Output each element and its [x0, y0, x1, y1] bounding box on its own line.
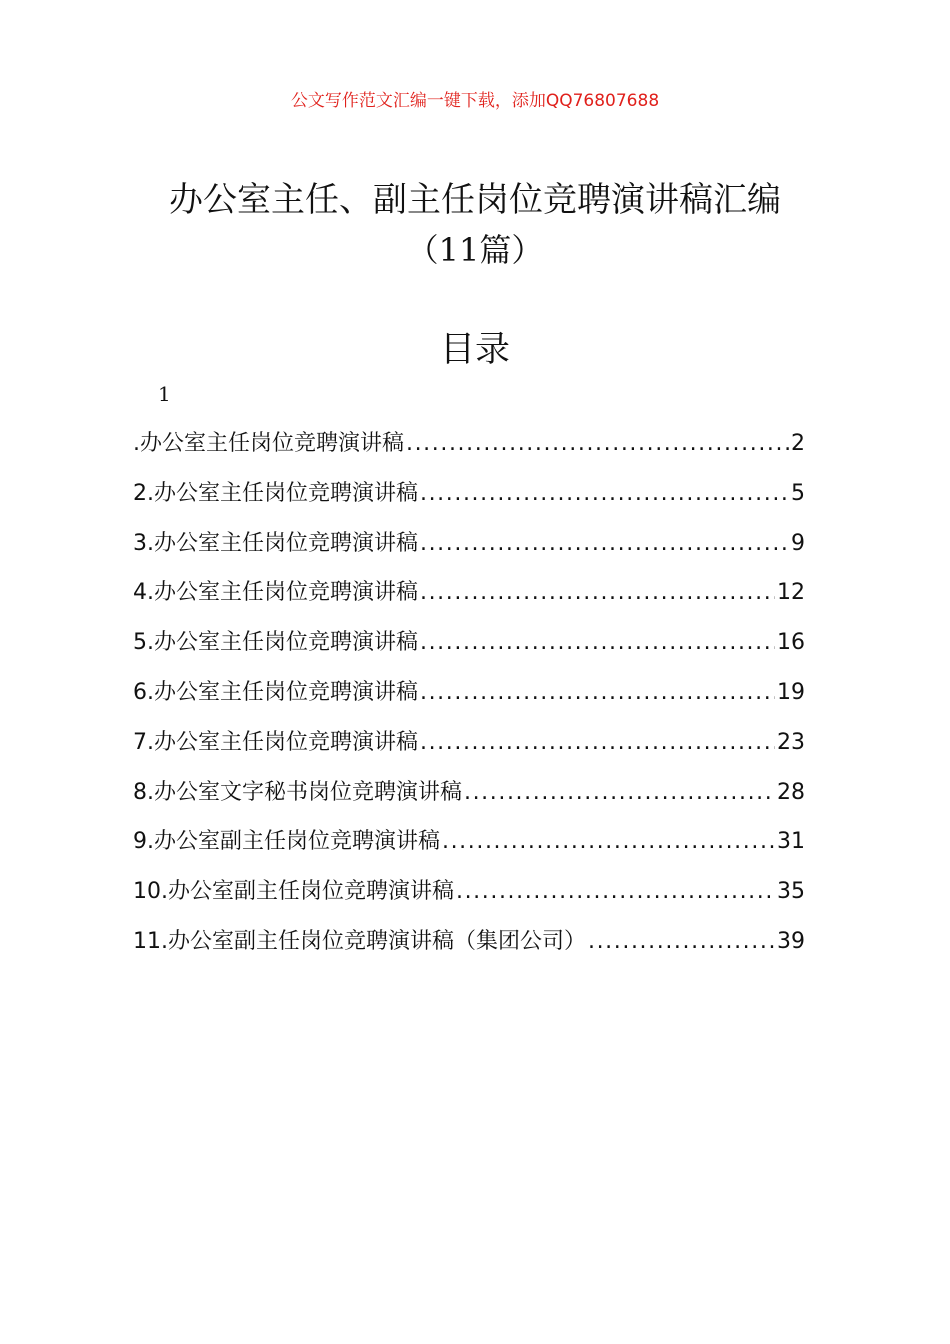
download-notice: 公文写作范文汇编一键下载，添加QQ76807688 — [290, 91, 660, 111]
toc-entry[interactable] — [133, 426, 805, 476]
toc-leader-dots — [420, 580, 775, 605]
toc-leader-dots — [420, 481, 789, 506]
subtitle-open-paren: （ — [406, 231, 439, 269]
toc-stray-number: 1 — [158, 382, 171, 406]
toc-entry-page: 5 — [791, 480, 805, 506]
toc-entry-page: 31 — [777, 829, 805, 855]
toc-leader-dots — [420, 630, 775, 655]
toc-leader-dots — [442, 829, 775, 854]
toc-entry-page: 16 — [777, 630, 805, 656]
toc-entry-page: 19 — [777, 679, 805, 705]
toc-entry-page: 39 — [777, 928, 805, 954]
toc-leader-dots — [456, 879, 775, 904]
toc-leader-dots — [420, 730, 775, 755]
document-title: 办公室主任、副主任岗位竞聘演讲稿汇编 — [169, 180, 781, 220]
toc-entry-label: .办公室主任岗位竞聘演讲稿 — [133, 431, 404, 456]
toc-leader-dots — [588, 929, 775, 954]
toc-entry-page: 35 — [777, 879, 805, 905]
subtitle-count: 11 — [438, 231, 480, 269]
toc-leader-dots — [420, 680, 775, 705]
toc-entry-label: 2.办公室主任岗位竞聘演讲稿 — [133, 480, 418, 506]
toc-entry-label: 8.办公室文字秘书岗位竞聘演讲稿 — [133, 779, 462, 805]
table-of-contents — [133, 426, 805, 974]
toc-entry[interactable] — [133, 476, 805, 526]
toc-entry[interactable] — [133, 575, 805, 625]
toc-entry[interactable] — [133, 824, 805, 874]
toc-leader-dots — [420, 531, 789, 556]
toc-entry-label: 6.办公室主任岗位竞聘演讲稿 — [133, 679, 418, 705]
toc-entry[interactable] — [133, 874, 805, 924]
toc-entry[interactable] — [133, 775, 805, 825]
subtitle-close-paren: ） — [511, 231, 544, 269]
toc-entry-page: 28 — [777, 779, 805, 805]
toc-entry[interactable] — [133, 625, 805, 675]
toc-entry-label: 9.办公室副主任岗位竞聘演讲稿 — [133, 829, 440, 855]
subtitle-unit: 篇 — [479, 231, 512, 269]
toc-entry[interactable] — [133, 725, 805, 775]
document-subtitle — [0, 225, 950, 271]
toc-entry[interactable] — [133, 924, 805, 974]
toc-entry-label: 10.办公室副主任岗位竞聘演讲稿 — [133, 879, 454, 905]
toc-entry[interactable] — [133, 526, 805, 576]
toc-entry-page: 9 — [791, 530, 805, 556]
toc-leader-dots — [406, 431, 789, 456]
toc-entry-page: 23 — [777, 729, 805, 755]
toc-heading: 目录 — [439, 330, 510, 370]
toc-leader-dots — [464, 780, 775, 805]
toc-entry-label: 11.办公室副主任岗位竞聘演讲稿（集团公司） — [133, 928, 586, 954]
toc-entry-label: 3.办公室主任岗位竞聘演讲稿 — [133, 530, 418, 556]
toc-entry-label: 4.办公室主任岗位竞聘演讲稿 — [133, 580, 418, 606]
toc-entry-page: 2 — [791, 431, 805, 456]
toc-entry-page: 12 — [777, 580, 805, 606]
toc-entry-label: 5.办公室主任岗位竞聘演讲稿 — [133, 630, 418, 656]
toc-entry[interactable] — [133, 675, 805, 725]
toc-entry-label: 7.办公室主任岗位竞聘演讲稿 — [133, 729, 418, 755]
